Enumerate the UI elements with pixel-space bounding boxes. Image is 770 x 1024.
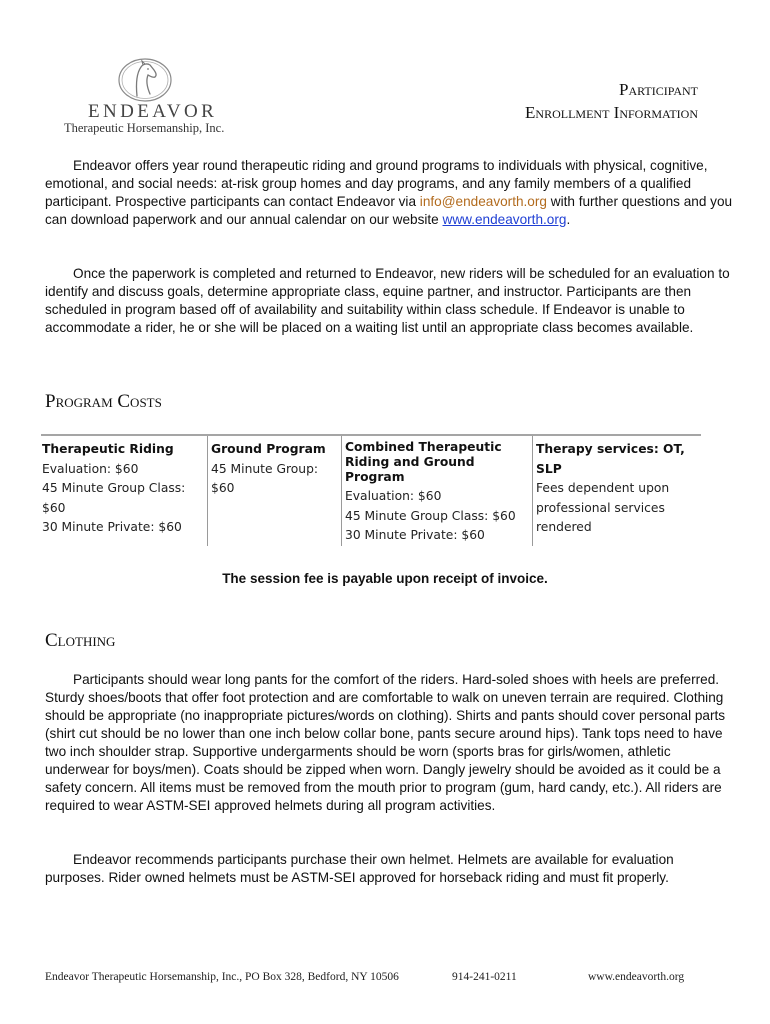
cost-line: rendered xyxy=(536,520,592,534)
document-title xyxy=(525,78,698,124)
cost-line: Evaluation: $60 xyxy=(345,489,442,503)
intro-text-3: . xyxy=(566,212,571,227)
page-footer xyxy=(0,971,770,987)
cost-column-title: Combined Therapeutic Riding and Ground Program xyxy=(345,440,502,484)
cost-column-ground-program xyxy=(207,436,341,546)
title-line-2: Enrollment Information xyxy=(525,103,698,122)
footer-address: Endeavor Therapeutic Horsemanship, Inc., PO Box 328, Bedford, NY 10506 xyxy=(45,971,399,983)
program-costs-table xyxy=(41,434,701,542)
cost-column-title: Therapy services: OT, SLP xyxy=(536,442,685,476)
cost-column-title: Therapeutic Riding xyxy=(42,442,174,456)
session-fee-note: The session fee is payable upon receipt of invoice. xyxy=(222,571,548,586)
horse-head-logo-icon xyxy=(110,56,180,106)
cost-line: 45 Minute Group Class: $60 xyxy=(42,481,186,515)
clothing-paragraph-1: Participants should wear long pants for the comfort of the riders. Hard-soled shoes with heels are preferred. Sturdy shoes/boots that offer foot protection and are comfortable to walk on uneven terrain are required. Clothing should be appropriate (no inappropriate pictures/words on clothing). Shirts and pants should cover personal parts (shirt cut should be no lower than one inch below collar bone, pants secure around hips). Tank tops need to have two inch shoulder strap. Supportive undergarments should be worn (sports bras for girls/women, athletic underwear for boys/men). Coats should be zipped when worn. Dangly jewelry should be avoided as it could be a safety concern. All items must be removed from the mouth prior to program (gum, hard candy, etc.). All riders are required to wear ASTM-SEI approved helmets during all program activities. xyxy=(45,672,726,813)
cost-column-title: Ground Program xyxy=(211,442,326,456)
footer-website: www.endeavorth.org xyxy=(588,971,685,983)
cost-line: 30 Minute Private: $60 xyxy=(345,528,485,542)
org-subtitle: Therapeutic Horsemanship, Inc. xyxy=(64,121,225,135)
title-line-1: Participant xyxy=(619,80,698,99)
clothing-heading: Clothing xyxy=(45,630,116,651)
org-name: ENDEAVOR xyxy=(88,101,218,122)
process-paragraph: Once the paperwork is completed and returned to Endeavor, new riders will be scheduled for an evaluation to identify and discuss goals, determine appropriate class, equine partner, and instructor. Participants are then scheduled in program based off of availability and suitability within class schedule. If Endeavor is unable to accommodate a rider, he or she will be placed on a waiting list until an appropriate class becomes available. xyxy=(45,266,730,335)
program-costs-heading: Program Costs xyxy=(45,391,162,412)
intro-text-2: with further questions and you can download paperwork and our annual calendar on our website xyxy=(45,194,733,227)
cost-line: professional services xyxy=(536,500,665,515)
intro-paragraph xyxy=(45,157,735,229)
cost-line: 30 Minute Private: $60 xyxy=(42,520,182,534)
website-link[interactable]: www.endeavorth.org xyxy=(442,212,567,227)
cost-column-combined-program xyxy=(341,436,532,546)
cost-column-therapeutic-riding xyxy=(41,436,207,546)
cost-line: 45 Minute Group Class: $60 xyxy=(345,508,516,523)
cost-line: Fees dependent upon xyxy=(536,481,670,495)
cost-column-therapy-services xyxy=(532,436,701,546)
org-logo xyxy=(58,54,238,138)
clothing-paragraph-2: Endeavor recommends participants purchase their own helmet. Helmets are available for evaluation purposes. Rider owned helmets must be ASTM-SEI approved for horseback riding and must fit properly. xyxy=(45,852,674,885)
cost-line: 45 Minute Group: $60 xyxy=(211,461,319,495)
intro-text-1: Endeavor offers year round therapeutic riding and ground programs to individuals with physical, cognitive, emotional, and social needs: at-risk group homes and day programs, and any family members of a qualified participant. Prospective participants can contact Endeavor via xyxy=(45,158,708,209)
email-link[interactable]: info@endeavorth.org xyxy=(419,194,547,209)
cost-line: Evaluation: $60 xyxy=(42,461,139,476)
footer-phone: 914-241-0211 xyxy=(452,971,517,983)
